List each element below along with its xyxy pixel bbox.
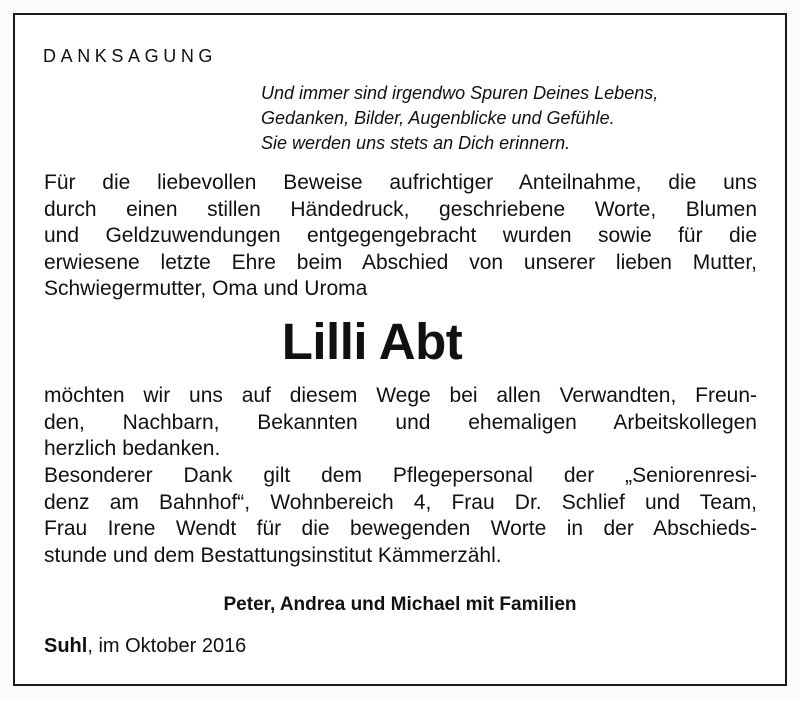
gratitude-paragraph bbox=[44, 383, 757, 463]
paragraph-line: Für die liebevollen Beweise aufrichtiger Anteilnahme, die uns bbox=[44, 171, 757, 194]
quote-line: Sie werden uns stets an Dich erinnern. bbox=[261, 133, 571, 153]
heading: DANKSAGUNG bbox=[43, 46, 218, 66]
paragraph-line: denz am Bahnhof“, Wohnbereich 4, Frau Dr. Schlief und Team, bbox=[44, 490, 757, 514]
paragraph-line: durch einen stillen Händedruck, geschriebene Worte, Blumen bbox=[44, 197, 757, 221]
place-date bbox=[44, 635, 246, 658]
place-city: Suhl bbox=[44, 635, 88, 657]
paragraph-line: den, Nachbarn, Bekannten und ehemaligen Arbeitskollegen bbox=[44, 410, 757, 434]
paragraph-line: erwiesene letzte Ehre beim Abschied von unserer lieben Mutter, bbox=[44, 250, 757, 274]
quote bbox=[261, 81, 761, 156]
paragraph-line: und Geldzuwendungen entgegengebracht wurden sowie für die bbox=[44, 224, 757, 247]
paragraph-line: möchten wir uns auf diesem Wege bei allen Verwandten, Freun- bbox=[44, 384, 757, 407]
paragraph-line: Schwiegermutter, Oma und Uroma bbox=[44, 277, 368, 300]
special-thanks-paragraph bbox=[44, 463, 757, 569]
place-date-text: , im Oktober 2016 bbox=[87, 635, 247, 657]
paragraph-line: stunde und dem Bestattungsinstitut Kämmerzähl. bbox=[44, 543, 502, 567]
paragraph-line: Frau Irene Wendt für die bewegenden Worte in der Abschieds- bbox=[44, 517, 757, 540]
paragraph-line: herzlich bedanken. bbox=[44, 437, 221, 460]
paragraph-line: Besonderer Dank gilt dem Pflegepersonal der „Seniorenresi- bbox=[44, 464, 757, 487]
quote-line: Gedanken, Bilder, Augenblicke und Gefühle. bbox=[261, 108, 615, 128]
signers: Peter, Andrea und Michael mit Familien bbox=[223, 594, 577, 615]
quote-line: Und immer sind irgendwo Spuren Deines Lebens, bbox=[261, 83, 659, 103]
deceased-name: Lilli Abt bbox=[281, 313, 463, 370]
thanks-paragraph bbox=[44, 170, 757, 303]
